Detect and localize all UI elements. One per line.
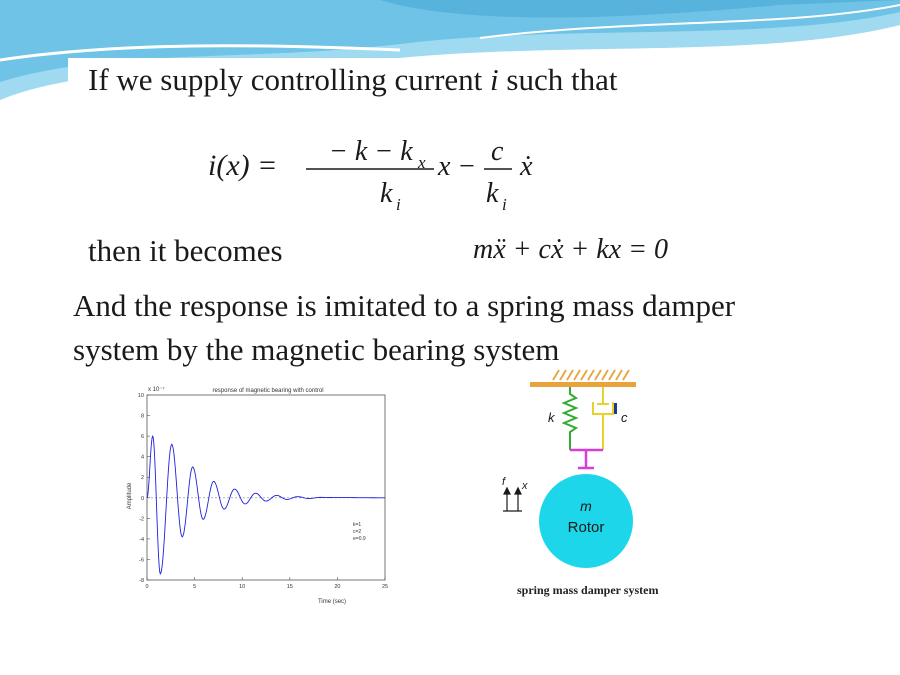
motion-equation (473, 230, 713, 270)
y-tick-label: 4 (140, 454, 144, 461)
ground-hatch (553, 370, 629, 380)
spring (564, 387, 576, 450)
eq1-den1-sub: i (396, 195, 401, 214)
intro-text-post: such that (498, 62, 618, 97)
y-tick-label: 0 (140, 495, 144, 502)
y-tick-label: 6 (140, 434, 144, 441)
response-statement (73, 284, 735, 372)
eq1-mid: x − (438, 151, 477, 182)
intro-var-i: i (490, 62, 499, 97)
ground-bar (530, 382, 636, 387)
mass-label: m (580, 498, 592, 514)
annotation-text: k=1 (353, 522, 362, 528)
eq2-text: mẍ + cẋ + kx = 0 (473, 234, 669, 265)
y-tick-label: 8 (140, 413, 144, 420)
y-tick-label: -4 (139, 536, 144, 543)
x-tick-label: 0 (145, 584, 149, 590)
eq1-num1-sub: x (418, 153, 426, 172)
x-tick-label: 20 (334, 584, 341, 590)
intro-text (88, 62, 617, 98)
annotation-text: e=0.9 (353, 536, 366, 542)
x-tick-label: 5 (193, 584, 197, 590)
control-current-equation (208, 130, 608, 225)
eq1-tail: ẋ (520, 151, 533, 182)
y-tick-label: -6 (139, 557, 144, 564)
x-tick-label: 25 (381, 584, 389, 590)
response-statement-line1: And the response is imitated to a spring mass damper (73, 288, 736, 323)
slide-content (68, 58, 831, 613)
y-exponent-label: x 10⁻⁷ (148, 387, 165, 393)
displacement-label: x (522, 480, 528, 492)
response-plot (118, 376, 458, 606)
rotor-label: Rotor (567, 519, 605, 536)
damper-marker (614, 403, 617, 414)
x-tick-label: 10 (239, 584, 246, 590)
y-tick-label: -8 (139, 578, 144, 584)
y-axis-label: Amplitude (127, 482, 133, 510)
chart-title: response of magnetic bearing with control (212, 388, 324, 394)
y-tick-label: -2 (139, 516, 144, 523)
diagram-caption: spring mass damper system (517, 583, 659, 597)
then-it-becomes-text: then it becomes (88, 233, 283, 268)
y-tick-label: 10 (137, 393, 144, 399)
spring-mass-damper-diagram (493, 366, 693, 606)
eq1-lhs: i(x) = (208, 149, 278, 182)
x-axis-label: Time (sec) (317, 599, 347, 605)
response-statement-line2: system by the magnetic bearing system (73, 332, 560, 367)
intro-text-pre: If we supply controlling current (88, 62, 491, 97)
eq1-den2: k (486, 178, 499, 209)
eq1-num2: c (491, 136, 504, 167)
eq1-den2-sub: i (502, 195, 507, 214)
spring-label: k (548, 410, 555, 425)
force-label: f (502, 476, 506, 488)
annotation-text: c=2 (353, 529, 362, 535)
force-arrows-icon (503, 488, 522, 511)
eq1-num1: − k − k (329, 136, 413, 167)
eq1-den1: k (380, 178, 393, 209)
y-tick-label: 2 (140, 475, 144, 482)
damper-label: c (621, 410, 628, 425)
x-tick-label: 15 (286, 584, 293, 590)
